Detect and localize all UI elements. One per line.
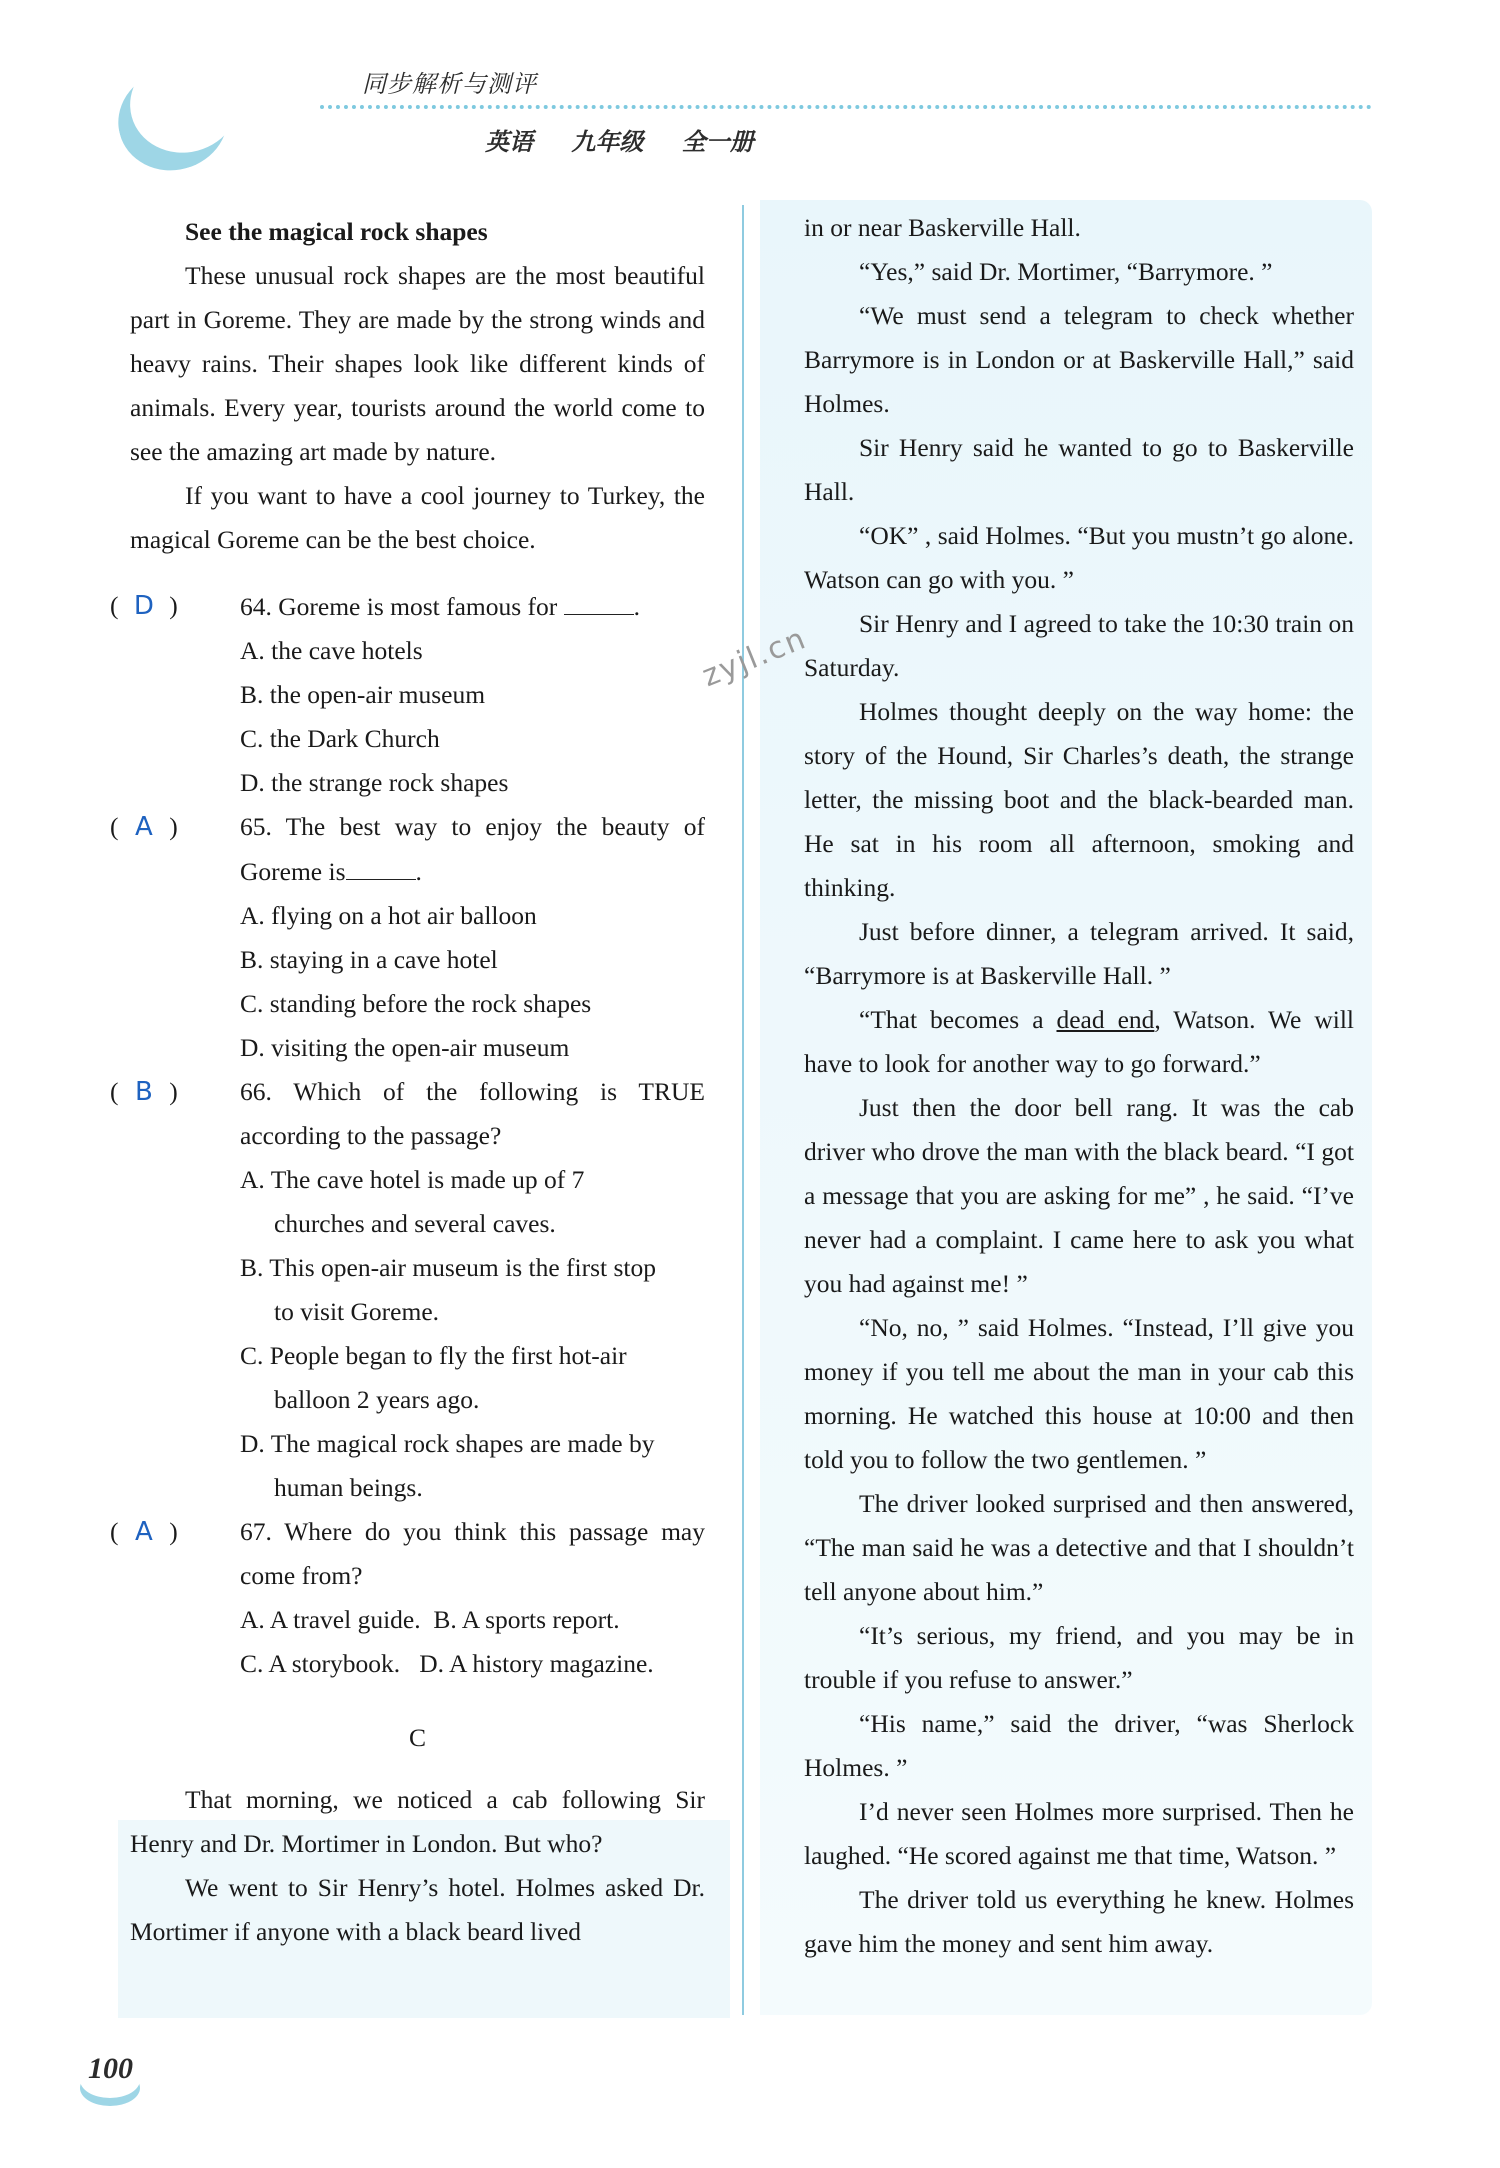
question-66	[110, 1070, 706, 1158]
book-info: 英语 九年级 全一册	[485, 128, 754, 156]
question-number: 64.	[240, 592, 272, 621]
right-column	[804, 206, 1354, 1966]
option-row: C. A storybook. D. A history magazine.	[240, 1649, 654, 1678]
option-line: D. The magical rock shapes are made by	[240, 1429, 655, 1458]
story-paragraph-dead-end	[804, 998, 1354, 1086]
option-continuation: churches and several caves.	[274, 1209, 556, 1238]
section-heading: See the magical rock shapes	[185, 217, 488, 246]
story-paragraph: “His name,” said the driver, “was Sherlock Holmes. ”	[804, 1709, 1354, 1782]
option-line: B. This open-air museum is the first stop	[240, 1253, 656, 1282]
option: C. standing before the rock shapes	[240, 989, 592, 1018]
question-stem: The best way to enjoy the beauty of Goreme is	[240, 812, 705, 886]
question-number: 67.	[240, 1517, 272, 1546]
column-divider	[742, 205, 744, 2015]
option	[130, 1334, 705, 1422]
story-paragraph: Just before dinner, a telegram arrived. It said, “Barrymore is at Baskerville Hall. ”	[804, 917, 1354, 990]
header-dotted-line	[320, 105, 1372, 109]
answer-bracket: ( A )	[110, 1510, 178, 1554]
paragraph: If you want to have a cool journey to Turkey, the magical Goreme can be the best choice.	[130, 481, 705, 554]
question-number: 66.	[240, 1077, 272, 1106]
answer-mark: A	[134, 812, 153, 842]
story-paragraph: “No, no, ” said Holmes. “Instead, I’ll give you money if you tell me about the man in your cab this morning. He watched this house at 10:00 and then told you to follow the two gentlemen. ”	[804, 1313, 1354, 1474]
question-stem: Goreme is most famous for	[278, 592, 558, 621]
answer-mark: A	[134, 1517, 153, 1547]
story-paragraph: Sir Henry said he wanted to go to Baskerville Hall.	[804, 433, 1354, 506]
option: D. the strange rock shapes	[240, 768, 509, 797]
option: B. staying in a cave hotel	[240, 945, 498, 974]
option: B. the open-air museum	[240, 680, 486, 709]
story-paragraph: I’d never seen Holmes more surprised. Then he laughed. “He scored against me that time, Watson. ”	[804, 1797, 1354, 1870]
story-paragraph: “Yes,” said Dr. Mortimer, “Barrymore. ”	[859, 257, 1273, 286]
story-paragraph: That morning, we noticed a cab following Sir Henry and Dr. Mortimer in London. But who?	[130, 1785, 705, 1858]
option-continuation: balloon 2 years ago.	[274, 1385, 480, 1414]
story-paragraph: Just then the door bell rang. It was the cab driver who drove the man with the black beard. “I got a message that you are asking for me” , he said. “I’ve never had a complaint. I came here to ask you what you had against me! ”	[804, 1093, 1354, 1298]
watermark: zyjl.cn	[697, 620, 812, 695]
question-stem: Where do you think this passage may come from?	[240, 1517, 705, 1590]
option: A. the cave hotels	[240, 636, 423, 665]
section-label: C	[408, 1723, 426, 1752]
crescent-moon-logo	[107, 57, 239, 182]
text-span: “That becomes a	[859, 1005, 1057, 1034]
text-span: , Watson. We will have to look for another way to go forward.”	[804, 1005, 1354, 1078]
option: D. visiting the open-air museum	[240, 1033, 570, 1062]
story-paragraph: The driver looked surprised and then answered, “The man said he was a detective and that I shouldn’t tell anyone about him.”	[804, 1489, 1354, 1606]
paragraph: These unusual rock shapes are the most beautiful part in Goreme. They are made by the strong winds and heavy rains. Their shapes look like different kinds of animals. Every year, tourists around the world come to see the amazing art made by nature.	[130, 261, 705, 466]
story-paragraph: Sir Henry and I agreed to take the 10:30 train on Saturday.	[804, 609, 1354, 682]
answer-bracket: ( B )	[110, 1070, 178, 1114]
question-65: ( A ) 65. The best way to enjoy the beauty of Goreme is .	[130, 805, 705, 894]
option: A. flying on a hot air balloon	[240, 901, 537, 930]
question-67	[110, 1510, 705, 1598]
option: C. the Dark Church	[240, 724, 440, 753]
series-title: 同步解析与测评	[362, 70, 537, 98]
story-paragraph: We went to Sir Henry’s hotel. Holmes asked Dr. Mortimer if anyone with a black beard lived	[130, 1873, 705, 1946]
option-continuation: human beings.	[274, 1473, 423, 1502]
option-continuation: to visit Goreme.	[274, 1297, 440, 1326]
story-paragraph: “OK” , said Holmes. “But you mustn’t go alone. Watson can go with you. ”	[804, 521, 1354, 594]
answer-blank	[564, 584, 634, 615]
question-stem: Which of the following is TRUE according to the passage?	[240, 1077, 706, 1150]
option	[130, 1246, 705, 1334]
option-line: C. People began to fly the first hot-air	[240, 1341, 627, 1370]
left-column	[110, 210, 706, 1954]
answer-mark: B	[134, 1077, 153, 1107]
option-line: A. The cave hotel is made up of 7	[240, 1165, 585, 1194]
page-number: 100	[88, 2052, 133, 2085]
option-row: A. A travel guide. B. A sports report.	[240, 1605, 620, 1634]
underlined-phrase: dead end	[1056, 1005, 1155, 1034]
question-64: ( D ) 64. Goreme is most famous for .	[130, 584, 705, 629]
answer-blank	[346, 849, 416, 880]
story-paragraph: The driver told us everything he knew. Holmes gave him the money and sent him away.	[804, 1885, 1354, 1958]
option	[130, 1158, 705, 1246]
story-paragraph: “We must send a telegram to check whether Barrymore is in London or at Baskerville Hall,” said Holmes.	[804, 301, 1354, 418]
question-number: 65.	[240, 812, 272, 841]
answer-mark: D	[133, 591, 154, 621]
story-paragraph: in or near Baskerville Hall.	[804, 213, 1081, 242]
answer-bracket: ( D )	[110, 584, 178, 628]
answer-bracket: ( A )	[110, 805, 178, 849]
option	[130, 1422, 705, 1510]
story-paragraph: “It’s serious, my friend, and you may be in trouble if you refuse to answer.”	[804, 1621, 1354, 1694]
story-paragraph: Holmes thought deeply on the way home: the story of the Hound, Sir Charles’s death, the strange letter, the missing boot and the black-bearded man. He sat in his room all afternoon, smoking and thinking.	[804, 697, 1354, 902]
